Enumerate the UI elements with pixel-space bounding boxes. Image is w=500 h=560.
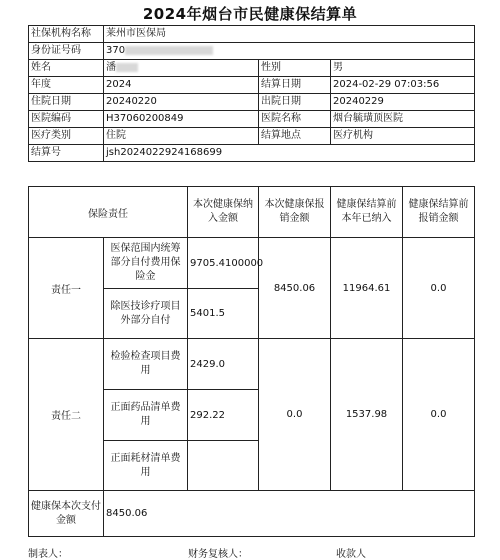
- liability1-item2-value: 5401.5: [188, 289, 259, 339]
- header-current-amount: 本次健康保纳入金额: [188, 187, 259, 238]
- reviewer-label: 财务复核人：: [188, 549, 248, 560]
- table-row: [29, 339, 475, 390]
- admit-date-value: 20240220: [104, 94, 259, 111]
- name-value: 潘: [106, 62, 116, 73]
- settle-date-label: 结算日期: [259, 77, 331, 94]
- gender-value: 男: [331, 60, 475, 77]
- liability2-item3-label: 正面耗材清单费用: [104, 441, 188, 491]
- liability2-reimburse: 0.0: [259, 339, 331, 491]
- preparer-label: 制表人：: [28, 549, 68, 560]
- year-value: 2024: [104, 77, 259, 94]
- payee-label: 收款人: [336, 549, 366, 560]
- table-row: [29, 111, 475, 128]
- liability2-item1-value: 2429.0: [188, 339, 259, 390]
- redaction-blur: [116, 63, 138, 72]
- table-total-row: [29, 491, 475, 537]
- name-cell: [104, 60, 259, 77]
- table-row: [29, 94, 475, 111]
- admit-date-label: 住院日期: [29, 94, 104, 111]
- redaction-blur: [125, 46, 213, 55]
- header-prior-amount: 健康保结算前报销金额: [403, 187, 475, 238]
- discharge-date-value: 20240229: [331, 94, 475, 111]
- discharge-date-label: 出院日期: [259, 94, 331, 111]
- location-label: 结算地点: [259, 128, 331, 145]
- settle-date-value: 2024-02-29 07:03:56: [331, 77, 475, 94]
- liability2-item1-label: 检验检查项目费用: [104, 339, 188, 390]
- hospital-name-label: 医院名称: [259, 111, 331, 128]
- org-label: 社保机构名称: [29, 26, 104, 43]
- table-row: [29, 145, 475, 162]
- settle-no-label: 结算号: [29, 145, 104, 162]
- liability1-item1-label: 医保范围内统筹部分自付费用保险金: [104, 238, 188, 289]
- table-row: [29, 77, 475, 94]
- table-row: [29, 128, 475, 145]
- total-label: 健康保本次支付金额: [29, 491, 104, 537]
- table-row: [29, 60, 475, 77]
- page-title: 2024年烟台市民健康保结算单: [142, 5, 358, 23]
- info-table: [28, 25, 475, 162]
- org-value: 莱州市医保局: [104, 26, 475, 43]
- settlement-table: [28, 186, 475, 537]
- table-row: [29, 43, 475, 60]
- liability1-reimburse: 8450.06: [259, 238, 331, 339]
- liability1-label: 责任一: [29, 238, 104, 339]
- year-label: 年度: [29, 77, 104, 94]
- liability2-item3-value: [188, 441, 259, 491]
- table-row: [29, 26, 475, 43]
- id-cell: [104, 43, 475, 60]
- total-value: 8450.06: [104, 491, 475, 537]
- location-value: 医疗机构: [331, 128, 475, 145]
- id-label: 身份证号码: [29, 43, 104, 60]
- hospital-name-value: 烟台毓璜顶医院: [331, 111, 475, 128]
- header-current-reimburse: 本次健康保报销金额: [259, 187, 331, 238]
- liability2-item2-value: 292.22: [188, 390, 259, 441]
- liability1-item2-label: 除医技诊疗项目外部分自付: [104, 289, 188, 339]
- header-liability: 保险责任: [29, 187, 188, 238]
- liability2-label: 责任二: [29, 339, 104, 491]
- hospital-code-label: 医院编码: [29, 111, 104, 128]
- header-prior-included: 健康保结算前本年已纳入: [331, 187, 403, 238]
- liability2-prior-included: 1537.98: [331, 339, 403, 491]
- hospital-code-value: H37060200849: [104, 111, 259, 128]
- category-label: 医疗类别: [29, 128, 104, 145]
- liability2-item2-label: 正面药品清单费用: [104, 390, 188, 441]
- gender-label: 性别: [259, 60, 331, 77]
- liability1-item1-value: 9705.4100000: [188, 238, 259, 289]
- liability1-prior-reimbursed: 0.0: [403, 238, 475, 339]
- category-value: 住院: [104, 128, 259, 145]
- liability1-prior-included: 11964.61: [331, 238, 403, 339]
- id-value: 370: [106, 45, 126, 56]
- liability2-prior-reimbursed: 0.0: [403, 339, 475, 491]
- settle-no-value: jsh2024022924168699: [104, 145, 475, 162]
- table-header-row: [29, 187, 475, 238]
- table-row: [29, 238, 475, 289]
- name-label: 姓名: [29, 60, 104, 77]
